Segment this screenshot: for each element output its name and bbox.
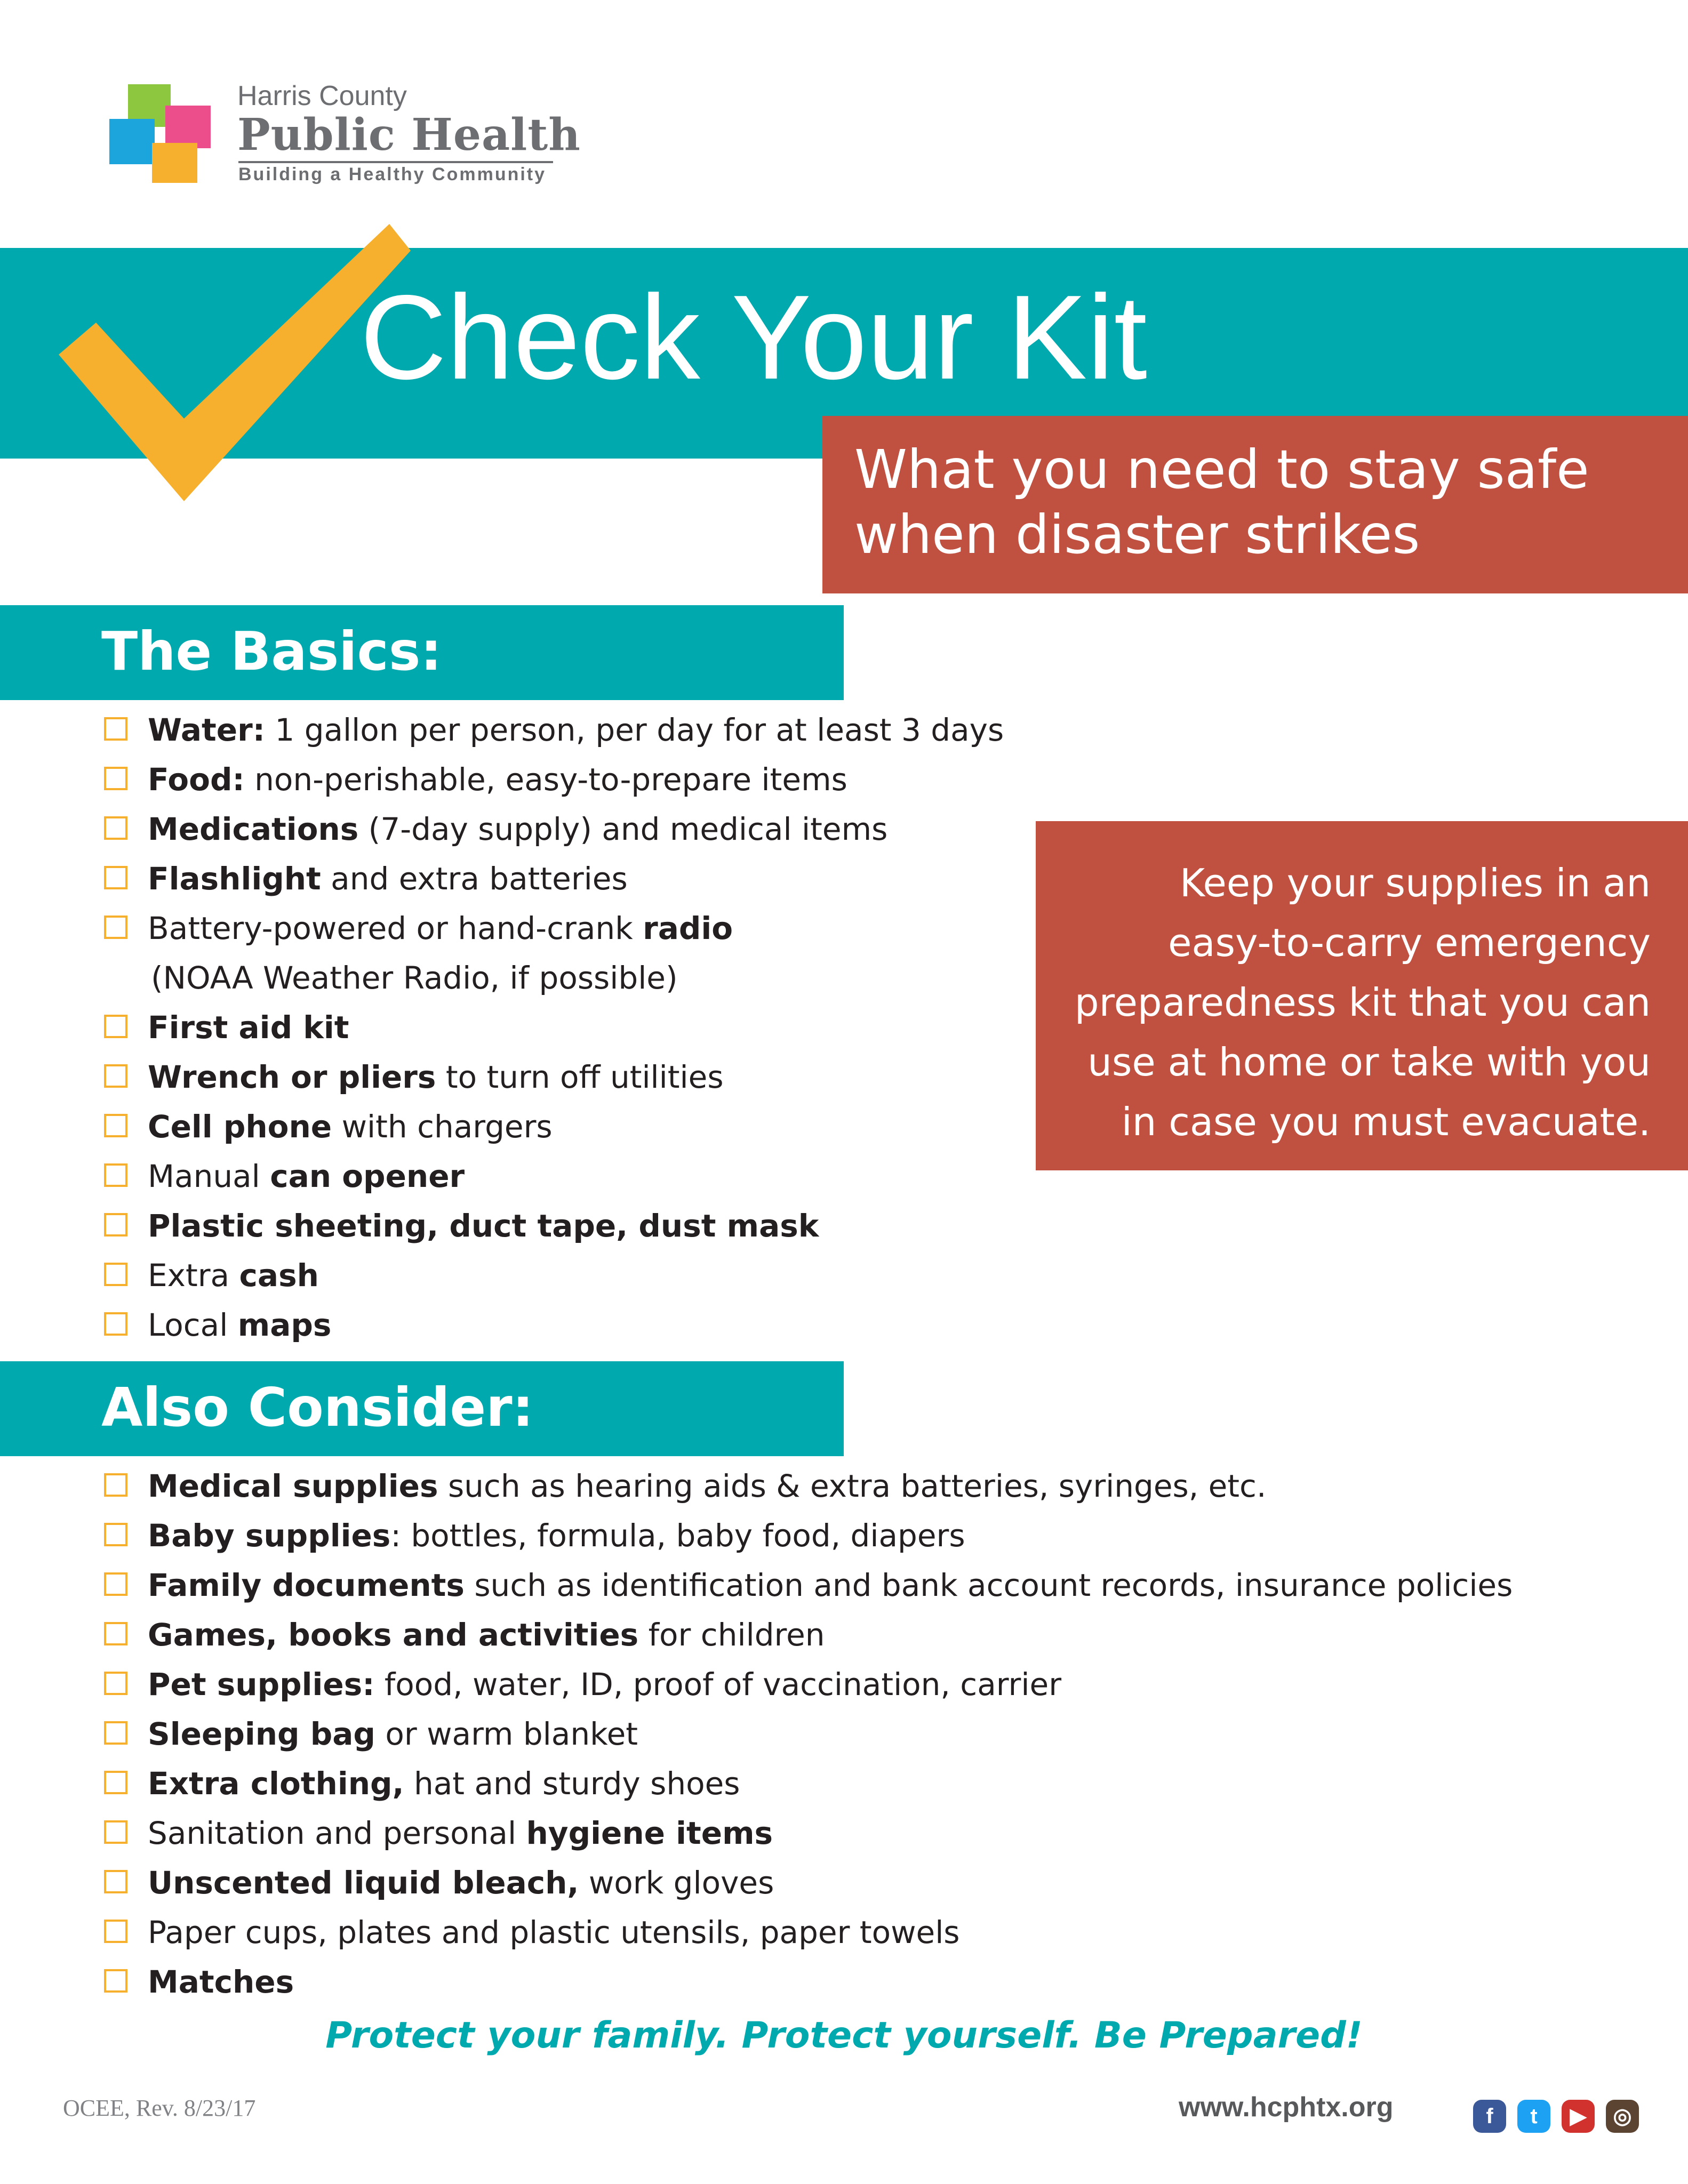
item-bold-text: Pet supplies: (148, 1666, 375, 1703)
checklist-item (104, 1152, 1004, 1201)
checklist-item (104, 1003, 1004, 1053)
subtitle-box (822, 416, 1688, 593)
checkbox[interactable] (104, 1672, 127, 1695)
item-bold-text: Food: (148, 761, 245, 798)
item-bold-text: Flashlight (148, 861, 321, 897)
checkbox[interactable] (104, 1163, 127, 1187)
checklist-item (104, 705, 1004, 755)
tip-text (1075, 853, 1651, 1152)
logo-name: Public Health (237, 109, 581, 160)
item-rest-text: 1 gallon per person, per day for at least 3 days (265, 712, 1004, 748)
checkbox[interactable] (104, 1312, 127, 1336)
checkbox[interactable] (104, 866, 127, 889)
checkbox[interactable] (104, 1114, 127, 1137)
basics-heading-bar (0, 605, 844, 700)
checklist-item (104, 904, 1004, 953)
consider-heading: Also Consider: (101, 1376, 534, 1439)
revision-note: OCEE, Rev. 8/23/17 (63, 2095, 256, 2121)
checkbox[interactable] (104, 1523, 127, 1546)
item-rest-text: with chargers (332, 1109, 553, 1145)
logo-divider (238, 161, 553, 163)
checklist-item (104, 1908, 1513, 1957)
item-rest-text: hat and sturdy shoes (404, 1765, 740, 1802)
item-rest-text: such as hearing aids & extra batteries, syringes, etc. (438, 1468, 1267, 1504)
item-bold-text: Plastic sheeting, duct tape, dust mask (148, 1208, 819, 1244)
checkbox[interactable] (104, 767, 127, 790)
item-rest-text: work gloves (579, 1865, 774, 1901)
checklist-item (104, 1462, 1513, 1511)
checklist-item (104, 755, 1004, 805)
item-bold-text: Matches (148, 1964, 294, 2000)
checkbox[interactable] (104, 1572, 127, 1596)
item-bold-text: Medical supplies (148, 1468, 438, 1504)
checklist-item (104, 1957, 1513, 2007)
footer-tagline: Protect your family. Protect yourself. Be Prepared! (325, 2014, 1363, 2057)
checkbox[interactable] (104, 1015, 127, 1038)
logo-mark (109, 84, 211, 180)
item-bold-text: Water: (148, 712, 265, 748)
item-bold-text: can opener (270, 1158, 465, 1194)
item-pre-text: Paper cups, plates and plastic utensils, paper towels (148, 1914, 960, 1950)
checklist-item (104, 1809, 1513, 1858)
page-title: Check Your Kit (360, 270, 1147, 404)
checkbox[interactable] (104, 1473, 127, 1497)
item-rest-text: for children (638, 1617, 825, 1653)
item-bold-text: Cell phone (148, 1109, 332, 1145)
item-text: (NOAA Weather Radio, if possible) (151, 960, 678, 996)
consider-checklist (104, 1462, 1513, 2007)
item-bold-text: Medications (148, 811, 359, 847)
checklist-item (104, 1561, 1513, 1610)
item-pre-text: Battery-powered or hand-crank (148, 910, 643, 946)
website-link[interactable]: www.hcphtx.org (1179, 2092, 1394, 2123)
item-bold-text: hygiene items (526, 1815, 773, 1851)
instagram-icon[interactable]: ◎ (1606, 2100, 1639, 2133)
youtube-icon[interactable]: ▶ (1562, 2100, 1595, 2133)
item-pre-text: Local (148, 1307, 238, 1343)
checkbox[interactable] (104, 1771, 127, 1794)
checkbox[interactable] (104, 816, 127, 840)
item-bold-text: Baby supplies (148, 1517, 391, 1554)
checkbox[interactable] (104, 1969, 127, 1993)
tip-line: Keep your supplies in an (1179, 861, 1651, 905)
checkbox[interactable] (104, 1870, 127, 1893)
checklist-item (104, 1709, 1513, 1759)
logo-county: Harris County (237, 81, 407, 111)
item-bold-text: radio (643, 910, 733, 946)
basics-checklist (104, 705, 1004, 1350)
item-bold-text: cash (239, 1257, 319, 1294)
basics-heading: The Basics: (101, 620, 442, 682)
checklist-item (104, 1511, 1513, 1561)
item-bold-text: Sleeping bag (148, 1716, 375, 1752)
subtitle-text (854, 437, 1589, 567)
item-pre-text: Manual (148, 1158, 270, 1194)
tip-line: easy-to-carry emergency (1168, 920, 1651, 965)
checklist-item (104, 1102, 1004, 1152)
item-bold-text: Family documents (148, 1567, 465, 1603)
checkbox[interactable] (104, 916, 127, 939)
checklist-item (104, 1053, 1004, 1102)
checklist-item (104, 805, 1004, 854)
checklist-item (104, 1201, 1004, 1251)
item-rest-text: (7-day supply) and medical items (358, 811, 888, 847)
logo-tagline: Building a Healthy Community (238, 164, 547, 184)
subtitle-line-1: What you need to stay safe (854, 438, 1589, 501)
item-bold-text: Wrench or pliers (148, 1059, 436, 1095)
item-rest-text: food, water, ID, proof of vaccination, carrier (374, 1666, 1062, 1703)
tip-line: preparedness kit that you can (1074, 980, 1651, 1025)
checkbox[interactable] (104, 1920, 127, 1943)
item-rest-text: to turn off utilities (436, 1059, 724, 1095)
tip-line: use at home or take with you (1087, 1040, 1651, 1085)
subtitle-line-2: when disaster strikes (854, 503, 1420, 566)
checkbox[interactable] (104, 1820, 127, 1844)
item-rest-text: and extra batteries (321, 861, 628, 897)
checkbox[interactable] (104, 717, 127, 741)
checklist-item (104, 854, 1004, 904)
item-bold-text: First aid kit (148, 1009, 349, 1046)
list-item-continuation (104, 953, 1004, 1003)
tip-box (1036, 821, 1688, 1170)
item-pre-text: Extra (148, 1257, 239, 1294)
item-bold-text: Unscented liquid bleach, (148, 1865, 579, 1901)
checkbox[interactable] (104, 1213, 127, 1236)
item-bold-text: Extra clothing, (148, 1765, 404, 1802)
twitter-icon[interactable]: t (1517, 2100, 1550, 2133)
checkbox[interactable] (104, 1622, 127, 1645)
facebook-icon[interactable]: f (1473, 2100, 1506, 2133)
consider-heading-bar (0, 1361, 844, 1456)
item-rest-text: non-perishable, easy-to-prepare items (244, 761, 847, 798)
checklist-item (104, 1660, 1513, 1709)
checklist-item (104, 1300, 1004, 1350)
checklist-item (104, 1610, 1513, 1660)
checklist-item (104, 1858, 1513, 1908)
item-rest-text: : bottles, formula, baby food, diapers (390, 1517, 965, 1554)
item-pre-text: Sanitation and personal (148, 1815, 526, 1851)
checkbox[interactable] (104, 1263, 127, 1286)
item-rest-text: or warm blanket (375, 1716, 638, 1752)
item-bold-text: maps (237, 1307, 332, 1343)
checkbox[interactable] (104, 1064, 127, 1088)
checkbox[interactable] (104, 1721, 127, 1745)
checklist-item (104, 1251, 1004, 1300)
tip-line: in case you must evacuate. (1121, 1099, 1651, 1144)
item-bold-text: Games, books and activities (148, 1617, 639, 1653)
item-rest-text: such as identification and bank account records, insurance policies (464, 1567, 1513, 1603)
checklist-item (104, 1759, 1513, 1809)
